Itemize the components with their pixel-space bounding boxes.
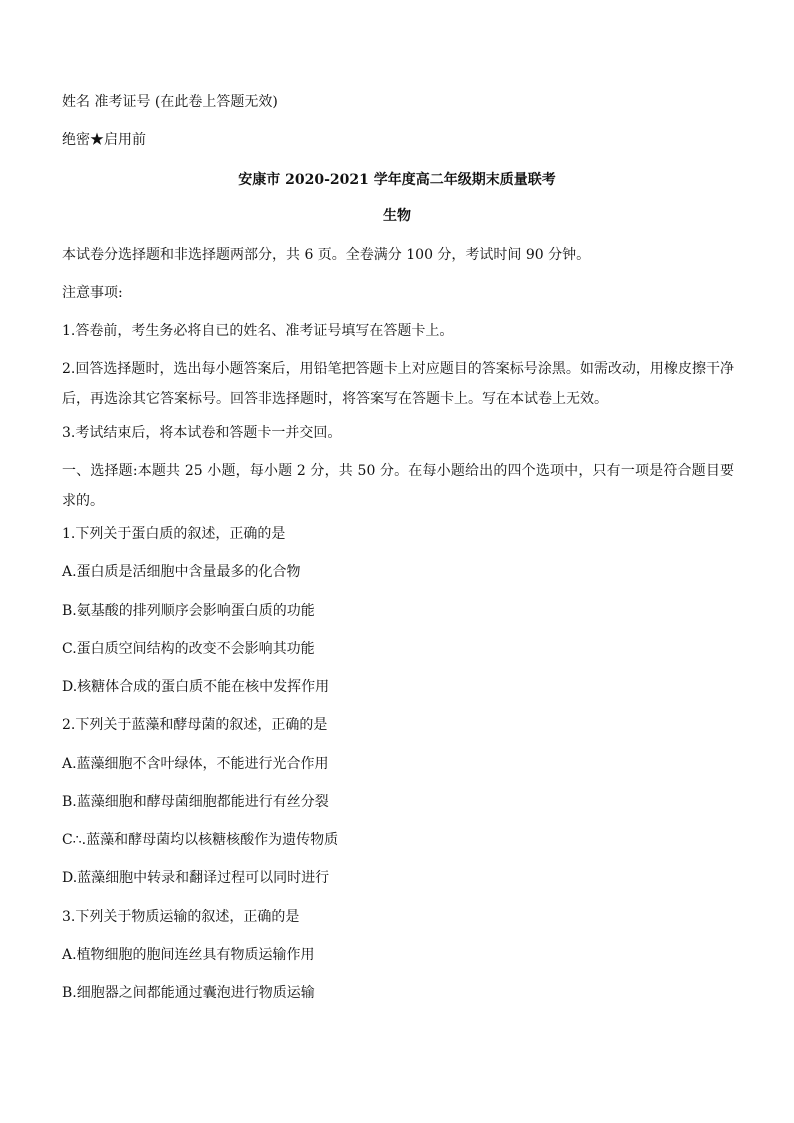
- question-stem: 2.下列关于蓝藻和酵母菌的叙述，正确的是: [62, 717, 328, 733]
- question-stem: 1.下列关于蛋白质的叙述，正确的是: [62, 526, 286, 542]
- notes-heading: 注意事项:: [62, 285, 123, 301]
- question-option: B.蓝藻细胞和酵母菌细胞都能进行有丝分裂: [62, 794, 329, 810]
- question-option: A.蓝藻细胞不含叶绿体，不能进行光合作用: [62, 756, 329, 772]
- question-option: D.核糖体合成的蛋白质不能在核中发挥作用: [62, 679, 330, 695]
- exam-subject: 生物: [383, 208, 411, 224]
- question-option: C∴.蓝藻和酵母菌均以核糖核酸作为遗传物质: [62, 832, 339, 848]
- note-item: 1.答卷前，考生务必将自已的姓名、准考证号填写在答题卡上。: [62, 323, 454, 339]
- question-option: B.细胞器之间都能通过囊泡进行物质运输: [62, 985, 315, 1001]
- exam-title: 安康市 2020-2021 学年度高二年级期末质量联考: [238, 172, 556, 188]
- exam-intro: 本试卷分选择题和非选择题两部分，共 6 页。全卷满分 100 分，考试时间 90 分钟。: [62, 247, 591, 263]
- question-option: C.蛋白质空间结构的改变不会影响其功能: [62, 641, 315, 657]
- question-option: A.植物细胞的胞间连丝具有物质运输作用: [62, 947, 315, 963]
- section-heading: 一、选择题:本题共 25 小题，每小题 2 分，共 50 分。在每小题给出的四个选项中，只有一项是符合题目要求的。: [62, 463, 734, 509]
- candidate-info-line: 姓名 准考证号 (在此卷上答题无效): [62, 94, 278, 110]
- question-option: D.蓝藻细胞中转录和翻译过程可以同时进行: [62, 870, 330, 886]
- question-stem: 3.下列关于物质运输的叙述，正确的是: [62, 909, 300, 925]
- note-item: 2.回答选择题时，选出每小题答案后，用铅笔把答题卡上对应题目的答案标号涂黑。如需改动，用橡皮擦干净后，再选涂其它答案标号。回答非选择题时，将答案写在答题卡上。写在本试卷上无效。: [62, 361, 734, 407]
- secret-mark: 绝密★启用前: [62, 132, 146, 148]
- question-option: B.氨基酸的排列顺序会影响蛋白质的功能: [62, 603, 315, 619]
- question-option: A.蛋白质是活细胞中含量最多的化合物: [62, 564, 301, 580]
- note-item: 3.考试结束后，将本试卷和答题卡一并交回。: [62, 425, 342, 441]
